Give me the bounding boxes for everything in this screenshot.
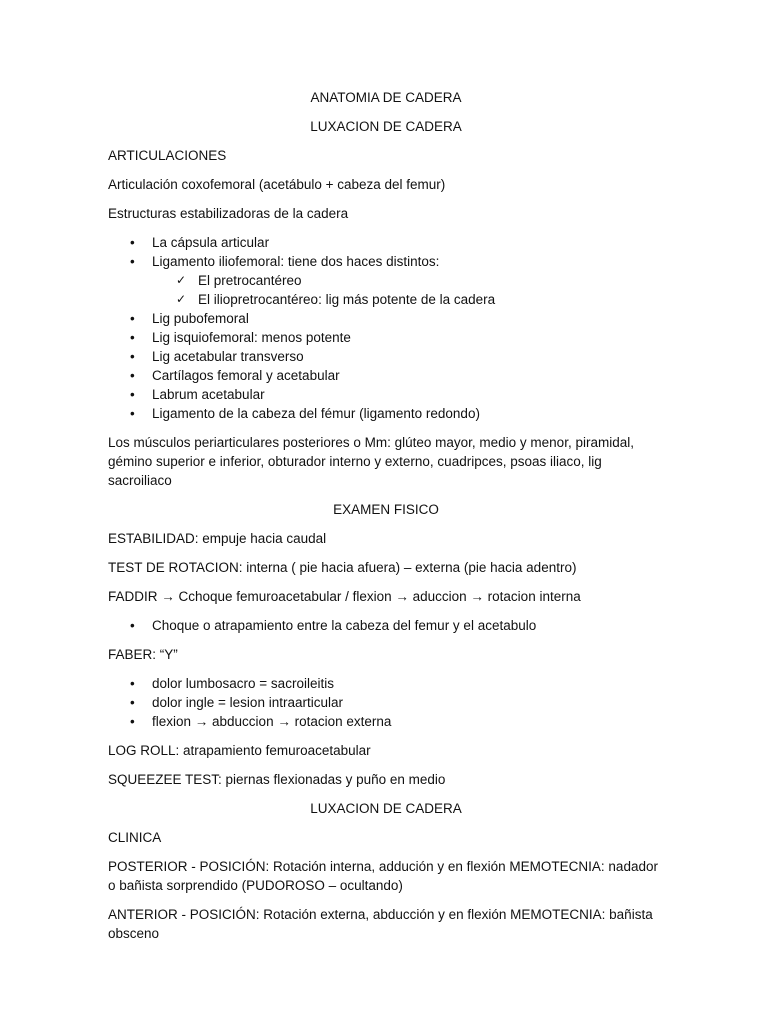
paragraph-squeeze: SQUEEZEE TEST: piernas flexionadas y puño en medio (108, 772, 446, 787)
paragraph-logroll: LOG ROLL: atrapamiento femuroacetabular (108, 743, 371, 758)
list-item: • Choque o atrapamiento entre la cabeza del femur y el acetabulo (108, 616, 664, 635)
checklist-item: ✓ El pretrocantéreo (108, 271, 664, 290)
paragraph-faber: FABER: “Y” (108, 647, 178, 662)
list-item: • Lig isquiofemoral: menos potente (108, 328, 664, 347)
list-faddir (108, 616, 664, 635)
paragraph-posterior: POSTERIOR - POSICIÓN: Rotación interna, addución y en flexión MEMOTECNIA: nadador o bañista sorprendido (PUDOROSO – ocultando) (108, 859, 658, 893)
list-item: • dolor lumbosacro = sacroileitis (108, 674, 664, 693)
paragraph-musculos: Los músculos periarticulares posteriores o Mm: glúteo mayor, medio y menor, piramidal, gémino superior e inferior, obturador interno y externo, cuadripces, psoas iliaco, lig sacroiliaco (108, 435, 634, 488)
document-title: ANATOMIA DE CADERA (310, 90, 462, 105)
list-item: • La cápsula articular (108, 233, 664, 252)
list-item: • dolor ingle = lesion intraarticular (108, 693, 664, 712)
heading-articulaciones: ARTICULACIONES (108, 148, 227, 163)
paragraph-estructuras: Estructuras estabilizadoras de la cadera (108, 206, 349, 221)
list-item: • Lig pubofemoral (108, 309, 664, 328)
paragraph-estabilidad: ESTABILIDAD: empuje hacia caudal (108, 531, 327, 546)
section-title-luxacion: LUXACION DE CADERA (310, 119, 462, 134)
list-item: • flexion → abduccion → rotacion externa (108, 712, 664, 731)
list-item: • Lig acetabular transverso (108, 347, 664, 366)
checklist-item: ✓ El iliopretrocantéreo: lig más potente de la cadera (108, 290, 664, 309)
paragraph-coxofemoral: Articulación coxofemoral (acetábulo + cabeza del femur) (108, 177, 446, 192)
section-title-examen: EXAMEN FISICO (333, 502, 439, 517)
list-item: • Labrum acetabular (108, 385, 664, 404)
list-item: • Cartílagos femoral y acetabular (108, 366, 664, 385)
list-item: • Ligamento iliofemoral: tiene dos haces distintos: (108, 252, 664, 271)
paragraph-faddir: FADDIR → Cchoque femuroacetabular / flexion → aduccion → rotacion interna (108, 589, 581, 604)
heading-clinica: CLINICA (108, 830, 162, 845)
paragraph-anterior: ANTERIOR - POSICIÓN: Rotación externa, abducción y en flexión MEMOTECNIA: bañista obsceno (108, 907, 653, 941)
paragraph-rotacion: TEST DE ROTACION: interna ( pie hacia afuera) – externa (pie hacia adentro) (108, 560, 577, 575)
list-faber (108, 674, 664, 731)
section-title-luxacion-2: LUXACION DE CADERA (310, 801, 462, 816)
list-item: • Ligamento de la cabeza del fémur (ligamento redondo) (108, 404, 664, 423)
list-estructuras (108, 233, 664, 423)
document-page (108, 88, 664, 953)
